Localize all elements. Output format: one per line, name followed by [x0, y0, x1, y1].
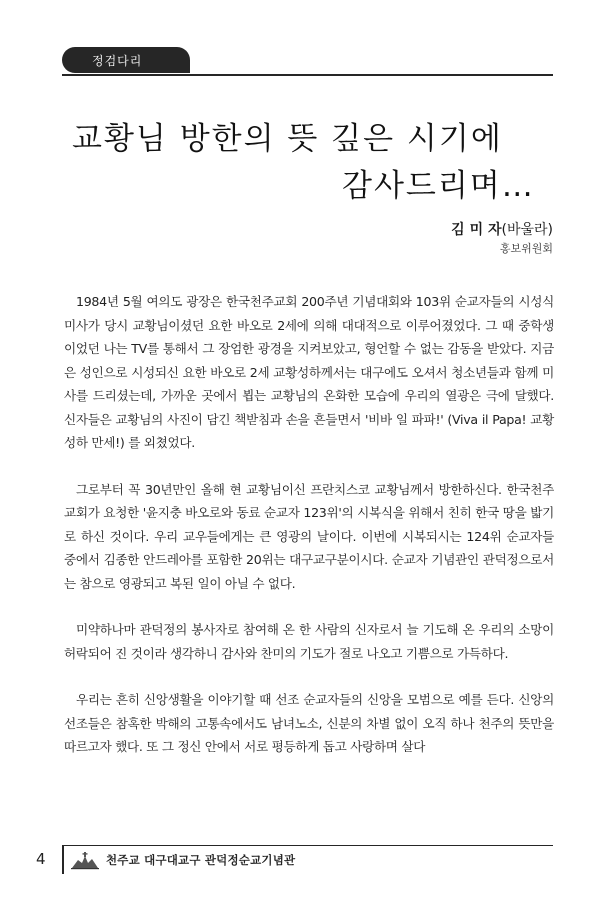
body-paragraph: 우리는 흔히 신앙생활을 이야기할 때 선조 순교자들의 신앙을 모범으로 예를 든다. 신앙의 선조들은 참혹한 박해의 고통속에서도 남녀노소, 신분의 차별 없이 오직 하나 천주의 뜻만을 따르고자 했다. 또 그 정신 안에서 서로 평등하게 돕고 사랑하며 살다: [64, 692, 554, 754]
church-logo-icon: [70, 850, 100, 870]
section-label: 정검다리: [92, 53, 143, 68]
section-divider: [62, 74, 553, 76]
footer-publication: 천주교 대구대교구 관덕정순교기념관: [106, 853, 296, 867]
body-paragraph: 1984년 5월 여의도 광장은 한국천주교회 200주년 기념대회와 103위 순교자들의 시성식 미사가 당시 교황님이셨던 요한 바오로 2세에 의해 대대적으로 이루어졌었다. 그 때 중학생이었던 나는 TV를 통해서 그 장엄한 광경을 지켜보았고, 형언할 수 없는 감동을 받았다. 지금은 성인으로 시성되신 요한 바오로 2세 교황성하께서는 대구에도 오셔서 청소년들과 함께 미사를 드리셨는데, 가까운 곳에서 뵙는 교황님의 온화한 모습에 우리의 열광은 극에 달했다. 신자들은 교황님의 사진이 담긴 책받침과 손을 흔들면서 '비바 일 파파!' (Viva il Papa! 교황 성하 만세!) 를 외쳤었다.: [64, 294, 554, 450]
author-affiliation: 홍보위원회: [499, 242, 553, 255]
body-paragraph: 그로부터 꼭 30년만인 올해 현 교황님이신 프란치스코 교황님께서 방한하신다. 한국천주교회가 요청한 '윤지충 바오로와 동료 순교자 123위'의 시복식을 위해서 친히 한국 땅을 밟기로 하신 것이다. 우리 교우들에게는 큰 영광의 날이다. 이번에 시복되시는 124위 순교자들 중에서 김종한 안드레아를 포함한 20위는 대구교구분이시다. 순교자 기념관인 관덕정으로서는 참으로 영광되고 복된 일이 아닐 수 없다.: [64, 481, 554, 591]
article-title-line-1: 교황님 방한의 뜻 깊은 시기에: [72, 121, 503, 157]
body-paragraph: 미약하나마 관덕정의 봉사자로 참여해 온 한 사람의 신자로서 늘 기도해 온 우리의 소망이 허락되어 진 것이라 생각하니 감사와 찬미의 기도가 절로 나오고 기쁨으로 가득하다.: [64, 622, 554, 661]
author-byline: [451, 219, 553, 239]
section-tab: [62, 47, 190, 73]
page-number: 4: [36, 850, 46, 868]
article-body: [64, 290, 554, 782]
author-baptismal-name: (바울라): [501, 222, 553, 238]
article-title-line-2: 감사드리며…: [342, 168, 535, 204]
footer: [62, 846, 553, 874]
author-name: 김 미 자: [451, 222, 502, 238]
